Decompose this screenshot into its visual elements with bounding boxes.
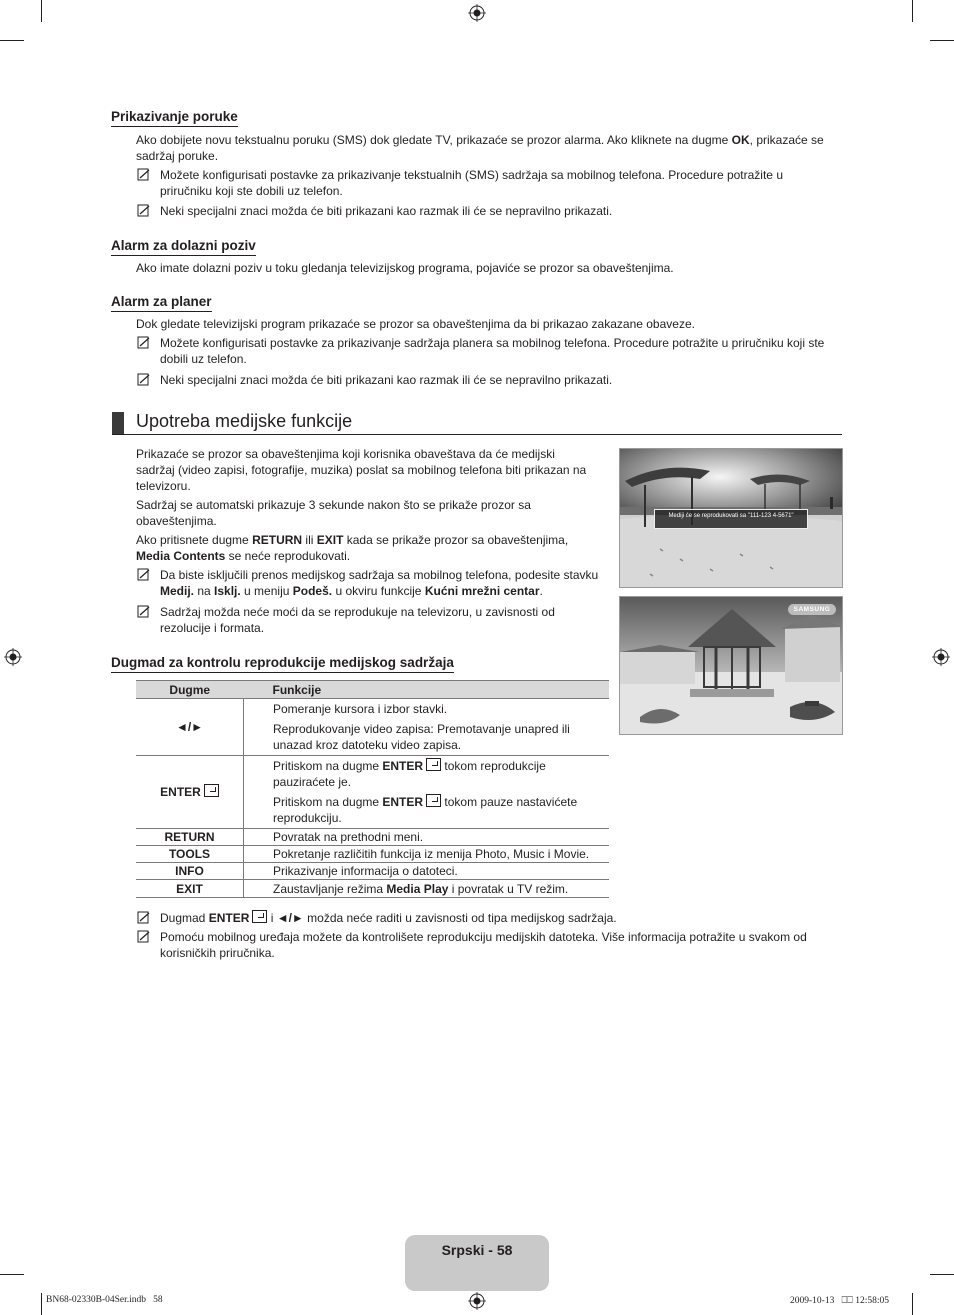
- table-row: [136, 756, 609, 829]
- button-key: RETURN: [136, 829, 244, 846]
- registration-mark-icon: [468, 4, 486, 22]
- registration-mark-icon: [4, 648, 22, 666]
- function-cell: Pomeranje kursora i izbor stavki. Reprodukovanje video zapisa: Premotavanje unapred ili unazad kroz datoteku video zapisa.: [244, 699, 610, 756]
- notification-popup: [654, 509, 808, 529]
- enter-icon: [426, 758, 441, 771]
- note-text: Da biste isključili prenos medijskog sadržaja sa mobilnog telefona, podesite stavku Medij. na Isklj. u meniju Podeš. u okviru funkcije Kućni mrežni centar.: [160, 568, 599, 598]
- note-text: Dugmad ENTER i ◄/► možda neće raditi u zavisnosti od tipa medijskog sadržaja.: [160, 911, 617, 925]
- column-header: Dugme: [136, 681, 244, 699]
- note-text: Možete konfigurisati postavke za prikazivanje sadržaja planera sa mobilnog telefona. Procedure potražite u priručniku koji ste dobili uz telefon.: [160, 336, 825, 366]
- brand-logo: SAMSUNG: [788, 604, 836, 615]
- crop-mark: [41, 0, 42, 22]
- enter-icon: [426, 794, 441, 807]
- function-cell: Zaustavljanje režima Media Play i povratak u TV režim.: [244, 880, 610, 898]
- note-text: Sadržaj možda neće moći da se reprodukuje na televizoru, u zavisnosti od rezolucije i formata.: [160, 605, 555, 635]
- note-icon: [137, 568, 151, 581]
- note-icon: [137, 373, 151, 386]
- button-key: ENTER: [136, 756, 244, 829]
- page-number: Srpski - 58: [441, 1242, 513, 1258]
- function-cell: Pritiskom na dugme ENTER tokom reprodukcije pauziraćete je. Pritiskom na dugme ENTER tokom pauze nastavićete reprodukciju.: [244, 756, 610, 829]
- paragraph: Prikazaće se prozor sa obaveštenjima koji korisnika obaveštava da će medijski sadržaj (video zapisi, fotografije, muzika) poslat sa mobilnog telefona biti prikazan na televizoru.: [136, 447, 587, 493]
- section-title-text: Upotreba medijske funkcije: [136, 411, 353, 431]
- button-key: ◄/►: [136, 699, 244, 756]
- section-heading: Alarm za dolazni poziv: [111, 238, 256, 256]
- tv-screen-image-beach: [619, 448, 843, 588]
- crop-mark: [41, 1293, 42, 1315]
- note-icon: [137, 204, 151, 217]
- note-text: Pomoću mobilnog uređaja možete da kontrolišete reprodukciju medijskih datoteka. Više informacija potražite u svakom od korisničkih priručnika.: [160, 930, 807, 960]
- crop-mark: [912, 0, 913, 22]
- enter-icon: [204, 784, 219, 797]
- table-row: [136, 846, 609, 863]
- paragraph: Ako dobijete novu tekstualnu poruku (SMS) dok gledate TV, prikazaće se prozor alarma. Ako kliknete na dugme OK, prikazaće se sadržaj poruke.: [136, 133, 824, 163]
- paragraph: Ako pritisnete dugme RETURN ili EXIT kada se prikaže prozor sa obaveštenjima, Media Contents se neće reprodukovati.: [136, 533, 569, 563]
- file-info: BN68-02330B-04Ser.indb 58: [46, 1295, 163, 1305]
- notification-popup-text: Mediji će se reprodukovati sa "111-123 4-5671": [668, 513, 794, 519]
- crop-mark: [930, 40, 954, 41]
- note-text: Neki specijalni znaci možda će biti prikazani kao razmak ili će se nepravilno prikazati.: [160, 373, 613, 387]
- section-title: [112, 410, 842, 435]
- button-key: INFO: [136, 863, 244, 880]
- registration-mark-icon: [932, 648, 950, 666]
- function-cell: Povratak na prethodni meni.: [244, 829, 610, 846]
- table-row: [136, 880, 609, 898]
- note-text: Možete konfigurisati postavke za prikazivanje tekstualnih (SMS) sadržaja sa mobilnog telefona. Procedure potražite u priručniku koji ste dobili uz telefon.: [160, 168, 783, 198]
- note-icon: [137, 911, 151, 924]
- note-icon: [137, 168, 151, 181]
- button-key: EXIT: [136, 880, 244, 898]
- paragraph: Ako imate dolazni poziv u toku gledanja televizijskog programa, pojaviće se prozor sa obaveštenjima.: [136, 261, 674, 275]
- table-header-row: [136, 681, 609, 699]
- column-header: Funkcije: [244, 681, 610, 699]
- crop-mark: [930, 1274, 954, 1275]
- crop-mark: [912, 1293, 913, 1315]
- crop-mark: [0, 40, 24, 41]
- note-text: Neki specijalni znaci možda će biti prikazani kao razmak ili će se nepravilno prikazati.: [160, 204, 613, 218]
- controls-table: [136, 680, 609, 898]
- note-icon: [137, 336, 151, 349]
- table-row: [136, 829, 609, 846]
- note-icon: [137, 930, 151, 943]
- print-timestamp: 2009-10-13 ⎕⎕ 12:58:05: [790, 1296, 890, 1306]
- note-icon: [137, 605, 151, 618]
- function-cell: Prikazivanje informacija o datoteci.: [244, 863, 610, 880]
- function-cell: Pokretanje različitih funkcija iz menija Photo, Music i Movie.: [244, 846, 610, 863]
- registration-mark-icon: [468, 1292, 486, 1310]
- paragraph: Dok gledate televizijski program prikazaće se prozor sa obaveštenjima da bi prikazao zakazane obaveze.: [136, 317, 695, 331]
- table-row: [136, 699, 609, 756]
- tv-screen-image-gazebo: [619, 596, 843, 735]
- paragraph: Sadržaj se automatski prikazuje 3 sekunde nakon što se prikaže prozor sa obaveštenjima.: [136, 498, 531, 528]
- section-heading: Alarm za planer: [111, 294, 212, 312]
- crop-mark: [0, 1274, 24, 1275]
- table-row: [136, 863, 609, 880]
- enter-icon: [252, 910, 267, 923]
- gazebo-scene: [620, 597, 842, 734]
- button-key: TOOLS: [136, 846, 244, 863]
- section-heading: Dugmad za kontrolu reprodukcije medijskog sadržaja: [111, 655, 454, 673]
- section-bar: [112, 412, 124, 434]
- section-heading: Prikazivanje poruke: [111, 109, 238, 127]
